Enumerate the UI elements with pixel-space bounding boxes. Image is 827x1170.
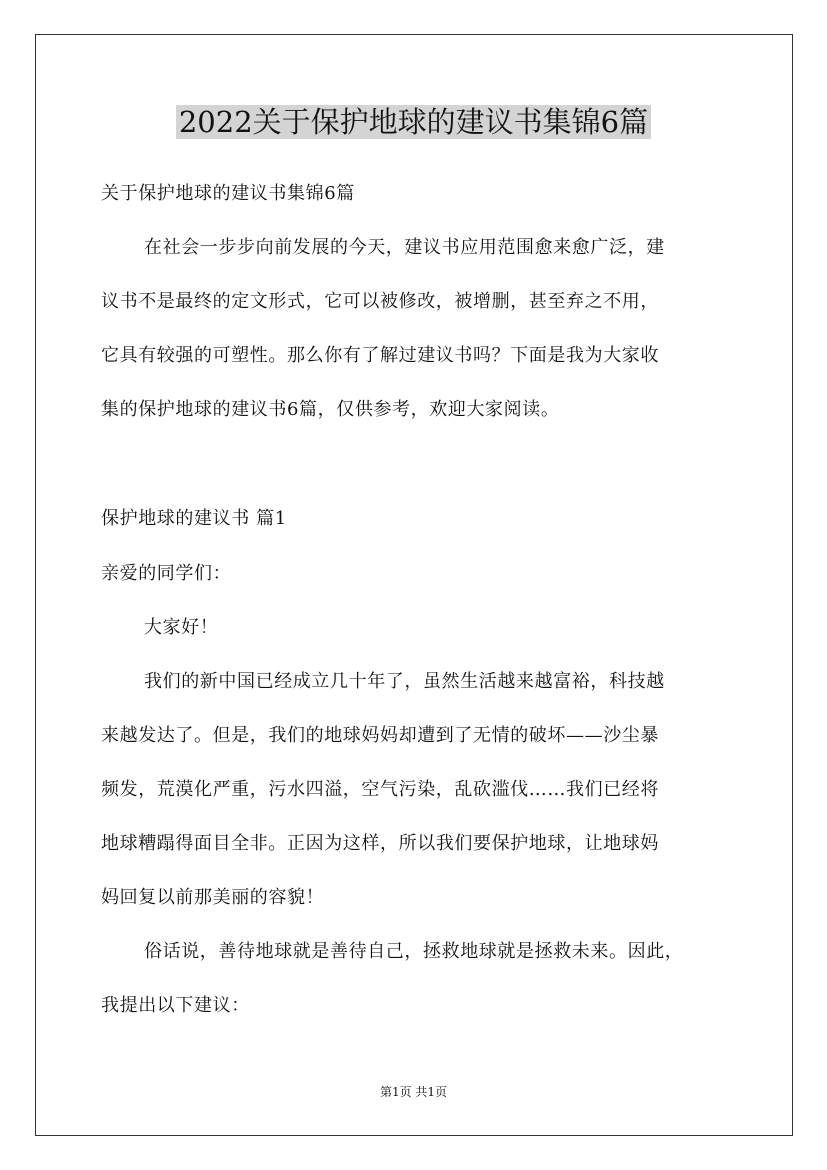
- body-paragraph-1-line-4: 地球糟蹋得面目全非。正因为这样，所以我们要保护地球，让地球妈: [101, 833, 659, 854]
- document-title: [0, 100, 827, 144]
- section-heading: 保护地球的建议书 篇1: [101, 508, 287, 529]
- salutation: 亲爱的同学们：: [101, 563, 232, 584]
- document-subtitle: 关于保护地球的建议书集锦6篇: [101, 183, 355, 204]
- body-paragraph-1-line-2: 来越发达了。但是，我们的地球妈妈却遭到了无情的破坏——沙尘暴: [101, 725, 659, 746]
- greeting: 大家好！: [144, 617, 219, 638]
- intro-line-3: 它具有较强的可塑性。那么你有了解过建议书吗？下面是我为大家收: [101, 345, 659, 366]
- intro-line-2: 议书不是最终的定文形式，它可以被修改，被增删，甚至弃之不用，: [101, 291, 659, 312]
- body-paragraph-2-line-1: 俗话说，善待地球就是善待自己，拯救地球就是拯救未来。因此，: [144, 941, 684, 962]
- document-title-text: 2022关于保护地球的建议书集锦6篇: [176, 105, 651, 139]
- page-number-footer: 第1页 共1页: [379, 1085, 448, 1099]
- body-paragraph-1-line-1: 我们的新中国已经成立几十年了，虽然生活越来越富裕，科技越: [144, 671, 665, 692]
- body-paragraph-1-line-5: 妈回复以前那美丽的容貌！: [101, 887, 325, 908]
- body-paragraph-2-line-2: 我提出以下建议：: [101, 995, 250, 1016]
- intro-line-4: 集的保护地球的建议书6篇，仅供参考，欢迎大家阅读。: [101, 399, 560, 420]
- intro-line-1: 在社会一步步向前发展的今天，建议书应用范围愈来愈广泛，建: [144, 237, 665, 258]
- body-paragraph-1-line-3: 频发，荒漠化严重，污水四溢，空气污染，乱砍滥伐……我们已经将: [101, 779, 659, 800]
